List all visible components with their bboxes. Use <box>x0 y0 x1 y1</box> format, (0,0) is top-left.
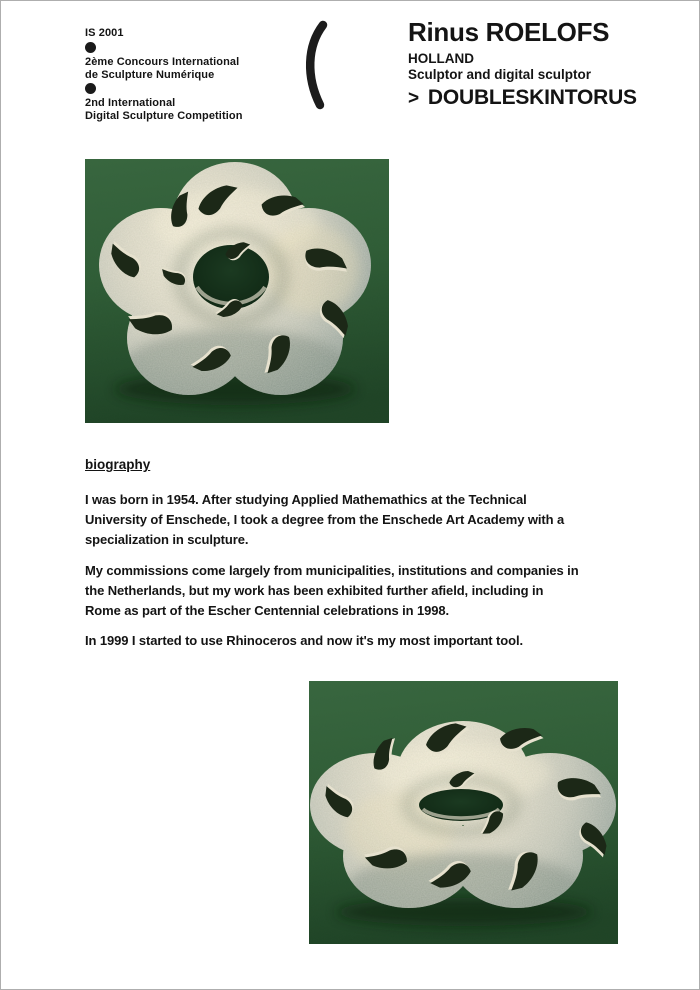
biography-paragraph <box>85 561 685 621</box>
competition-title-en-line1: 2nd International <box>85 97 176 109</box>
biography-paragraph <box>85 631 685 651</box>
competition-title-fr-line2: de Sculpture Numérique <box>85 69 215 81</box>
artist-role: Sculptor and digital sculptor <box>408 67 592 82</box>
sculpture-image-bottom <box>309 681 618 944</box>
bio-line: University of Enschede, I took a degree from the Enschede Art Academy with a <box>85 512 565 527</box>
bio-line: My commissions come largely from municipalities, institutions and companies in <box>85 563 579 578</box>
artist-country: HOLLAND <box>408 51 474 66</box>
bullet-icon <box>85 83 96 94</box>
biography-paragraph <box>85 490 685 550</box>
parenthesis-mark-icon <box>297 19 331 111</box>
competition-block <box>85 27 315 123</box>
work-title-line <box>408 86 688 111</box>
doubleskintorus-render <box>309 681 618 944</box>
bio-line: the Netherlands, but my work has been exhibited further afield, including in <box>85 583 544 598</box>
competition-title-fr-line1: 2ème Concours International <box>85 56 240 68</box>
artist-block <box>408 18 688 111</box>
competition-code: IS 2001 <box>85 27 124 39</box>
bio-line: specialization in sculpture. <box>85 532 249 547</box>
bio-line: Rome as part of the Escher Centennial celebrations in 1998. <box>85 603 449 618</box>
bio-line: In 1999 I started to use Rhinoceros and now it's my most important tool. <box>85 633 523 648</box>
biography-heading: biography <box>85 457 151 472</box>
bullet-icon <box>85 42 96 53</box>
doubleskintorus-render <box>85 159 389 423</box>
work-title: DOUBLESKINTORUS <box>427 86 637 109</box>
sculpture-image-top <box>85 159 389 423</box>
competition-title-en-line2: Digital Sculpture Competition <box>85 110 243 122</box>
artist-name: Rinus ROELOFS <box>408 17 610 47</box>
work-title-arrow: > <box>408 88 419 109</box>
bio-line: I was born in 1954. After studying Applied Mathemathics at the Technical <box>85 492 527 507</box>
